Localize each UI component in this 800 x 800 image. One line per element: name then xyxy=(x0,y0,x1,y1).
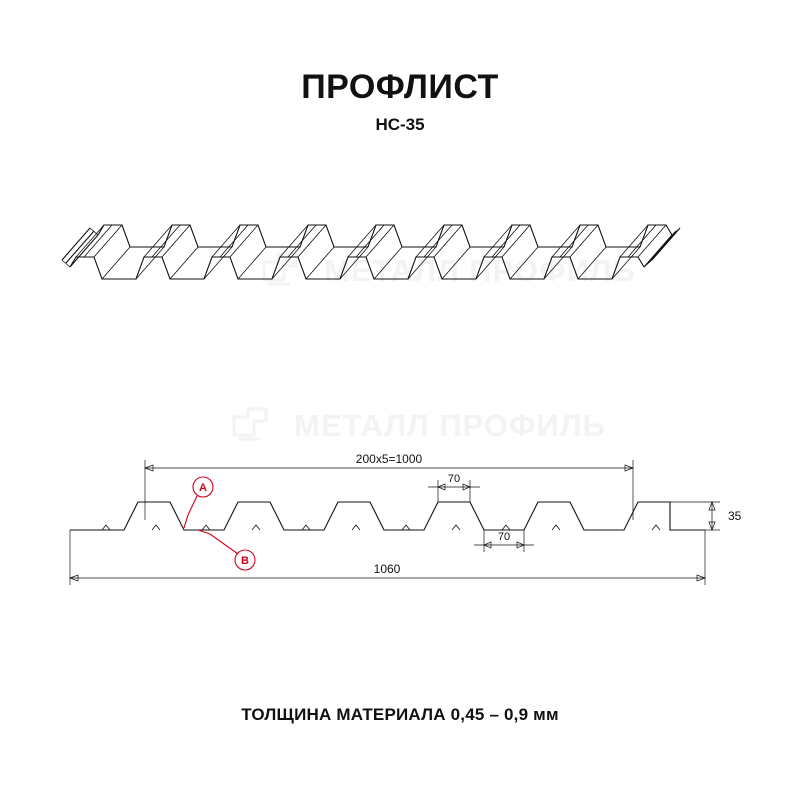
dimension-rib-top xyxy=(428,473,480,502)
cross-section-drawing xyxy=(60,430,760,610)
callout-b-label: B xyxy=(241,555,249,567)
dimension-rib-bottom-label: 70 xyxy=(497,531,511,543)
model-subtitle: НС-35 xyxy=(375,115,425,134)
material-thickness-caption: ТОЛЩИНА МАТЕРИАЛА 0,45 – 0,9 мм xyxy=(241,705,559,724)
isometric-drawing xyxy=(60,195,750,355)
callout-b xyxy=(198,530,255,570)
dimension-height xyxy=(670,502,742,530)
iso-profile-shape xyxy=(62,225,680,279)
dimension-total-width xyxy=(70,530,705,585)
dimension-pitch xyxy=(145,452,633,520)
callout-a-label: A xyxy=(199,482,207,494)
dimension-rib-bottom xyxy=(474,530,534,552)
watermark-text: МЕТАЛЛ ПРОФИЛЬ xyxy=(324,252,636,288)
dimension-pitch-label: 200х5=1000 xyxy=(355,452,423,466)
page-title: ПРОФЛИСТ xyxy=(301,68,499,106)
cross-section-view xyxy=(60,430,760,610)
dimension-total-width-label: 1060 xyxy=(373,562,401,576)
isometric-view xyxy=(60,195,750,355)
callout-a xyxy=(184,477,213,528)
profile-section-shape xyxy=(70,502,705,530)
watermark-text-2: МЕТАЛЛ ПРОФИЛЬ xyxy=(294,407,606,443)
dimension-height-label: 35 xyxy=(728,509,742,523)
dimension-rib-top-label: 70 xyxy=(447,473,461,485)
